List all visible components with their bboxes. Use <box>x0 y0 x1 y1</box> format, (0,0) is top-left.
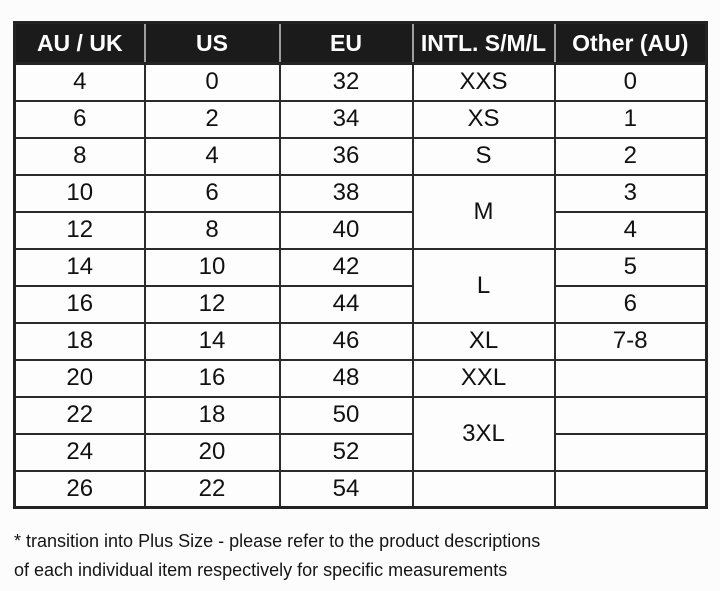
table-cell: 5 <box>555 249 707 286</box>
table-row <box>15 249 707 286</box>
table-row <box>15 471 707 508</box>
table-cell: 22 <box>145 471 280 508</box>
table-cell: 18 <box>145 397 280 434</box>
table-cell: 44 <box>280 286 413 323</box>
table-cell: 8 <box>15 138 145 175</box>
table-row <box>15 323 707 360</box>
table-cell-empty <box>555 434 707 471</box>
table-cell: 6 <box>145 175 280 212</box>
table-cell: 0 <box>145 64 280 101</box>
table-cell-empty <box>555 397 707 434</box>
table-cell: 12 <box>145 286 280 323</box>
table-cell: 48 <box>280 360 413 397</box>
table-cell: 6 <box>15 101 145 138</box>
column-header-other-au: Other (AU) <box>555 23 707 64</box>
table-row <box>15 64 707 101</box>
table-cell: 14 <box>15 249 145 286</box>
table-cell-merged-3xl: 3XL <box>413 397 555 471</box>
table-cell: 1 <box>555 101 707 138</box>
table-cell: 32 <box>280 64 413 101</box>
size-conversion-table <box>13 21 708 509</box>
table-cell: 40 <box>280 212 413 249</box>
table-row <box>15 360 707 397</box>
table-cell: 2 <box>145 101 280 138</box>
table-cell: 22 <box>15 397 145 434</box>
table-cell-empty <box>555 471 707 508</box>
table-cell: 8 <box>145 212 280 249</box>
table-row <box>15 175 707 212</box>
table-cell: 16 <box>15 286 145 323</box>
table-cell-merged-l: L <box>413 249 555 323</box>
table-row <box>15 138 707 175</box>
footnote-line-1: * transition into Plus Size - please refer to the product descriptions <box>14 531 541 551</box>
table-cell: 4 <box>15 64 145 101</box>
column-header-eu: EU <box>280 23 413 64</box>
table-cell: 4 <box>145 138 280 175</box>
table-cell: XS <box>413 101 555 138</box>
table-cell: 18 <box>15 323 145 360</box>
table-row <box>15 101 707 138</box>
table-cell: 12 <box>15 212 145 249</box>
table-cell: 6 <box>555 286 707 323</box>
table-cell: 50 <box>280 397 413 434</box>
table-cell: 34 <box>280 101 413 138</box>
column-header-au-uk: AU / UK <box>15 23 145 64</box>
table-cell: 24 <box>15 434 145 471</box>
table-cell: 0 <box>555 64 707 101</box>
table-cell: 36 <box>280 138 413 175</box>
table-cell: 16 <box>145 360 280 397</box>
table-cell: 20 <box>15 360 145 397</box>
table-cell: 54 <box>280 471 413 508</box>
table-cell: 7-8 <box>555 323 707 360</box>
table-row <box>15 286 707 323</box>
table-cell: S <box>413 138 555 175</box>
table-cell-empty <box>555 360 707 397</box>
table-cell-empty <box>413 471 555 508</box>
header-row <box>15 23 707 64</box>
footnote <box>14 527 540 585</box>
table-cell: 10 <box>145 249 280 286</box>
table-cell: 26 <box>15 471 145 508</box>
table-row <box>15 397 707 434</box>
table-cell: XL <box>413 323 555 360</box>
table-cell: 38 <box>280 175 413 212</box>
table-cell: 10 <box>15 175 145 212</box>
table-cell: 14 <box>145 323 280 360</box>
table-cell: 52 <box>280 434 413 471</box>
table-row <box>15 212 707 249</box>
table-cell: 4 <box>555 212 707 249</box>
table-cell: 20 <box>145 434 280 471</box>
table-cell: XXS <box>413 64 555 101</box>
table-cell-merged-m: M <box>413 175 555 249</box>
table-cell: 2 <box>555 138 707 175</box>
table-cell: 3 <box>555 175 707 212</box>
table-cell: XXL <box>413 360 555 397</box>
table-cell: 42 <box>280 249 413 286</box>
column-header-intl: INTL. S/M/L <box>413 23 555 64</box>
column-header-us: US <box>145 23 280 64</box>
footnote-line-2: of each individual item respectively for specific measurements <box>14 560 508 580</box>
table-row <box>15 434 707 471</box>
table-cell: 46 <box>280 323 413 360</box>
